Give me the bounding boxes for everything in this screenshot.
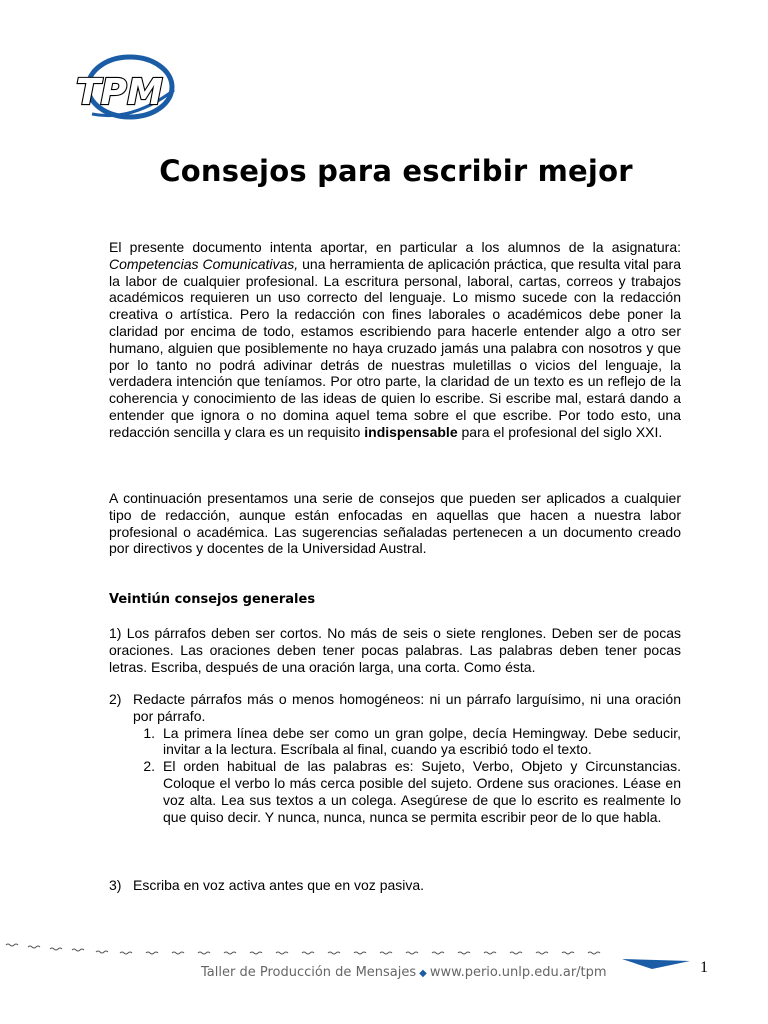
emphasis-word: indispensable bbox=[364, 423, 458, 440]
tip-1 bbox=[109, 625, 681, 675]
tip-2-text: Redacte párrafos más o menos homogéneos: ni un párrafo larguísimo, ni una oración por párrafo. bbox=[133, 691, 681, 724]
arrow-icon bbox=[622, 959, 690, 969]
intro-2-text: A continuación presentamos una serie de consejos que pueden ser aplicados a cualquier tipo de redacción, aunque están enfocadas en aquellas que hacen a nuestra labor profesional o académica. Las sugerencias señaladas pertenecen a un documento creado por directivos y docentes de la Universidad Austral. bbox=[109, 490, 681, 557]
diamond-icon: ◆ bbox=[419, 968, 427, 979]
section-heading: Veintiún consejos generales bbox=[109, 592, 316, 607]
footer bbox=[201, 965, 607, 980]
tpm-logo bbox=[72, 52, 180, 122]
subitem-text: El orden habitual de las palabras es: Sujeto, Verbo, Objeto y Circunstancias. Coloque el verbo lo más cerca posible del sujeto. Ordene sus oraciones. Léase en voz alta. Lea sus textos a un colega. Asegúrese de que lo escrito es realmente lo que quiso decir. Y nunca, nunca, nunca se permita escribir peor de lo que habla. bbox=[163, 758, 681, 825]
tip-2-number: 2) bbox=[109, 691, 122, 707]
list-item bbox=[133, 725, 681, 759]
tip-3-text: Escriba en voz activa antes que en voz pasiva. bbox=[133, 877, 425, 893]
tip-2 bbox=[109, 691, 681, 825]
footer-left-text: Taller de Producción de Mensajes bbox=[201, 965, 417, 980]
list-item bbox=[133, 758, 681, 825]
subitem-number: 2. bbox=[143, 758, 155, 775]
course-name: Competencias Comunicativas, bbox=[109, 255, 299, 272]
tpm-logo-text: TPM bbox=[76, 72, 163, 113]
footer-url: www.perio.unlp.edu.ar/tpm bbox=[429, 965, 607, 980]
page-number: 1 bbox=[700, 959, 708, 976]
subitem-number: 1. bbox=[143, 724, 155, 741]
tip-3-number: 3) bbox=[109, 877, 122, 893]
intro-1-mid: una herramienta de aplicación práctica, que resulta vital para la labor de cualquier profesional. La escritura personal, laboral, cartas, correos y trabajos académicos requieren un uso correcto del lenguaje. Lo mismo sucede con la redacción creativa o artística. Pero la redacción con fines laborales o académicos debe poner la claridad por encima de todo, estamos escribiendo para hacerle entender algo a otro ser humano, alguien que posiblemente no haya cruzado jamás una palabra con nosotros y que por lo tanto no podrá adivinar detrás de nuestras muletillas o vicios del lenguaje, la verdadera intención que teníamos. Por otro parte, la claridad de un texto es un reflejo de la coherencia y conocimiento de las ideas de quien lo escribe. Si escribe mal, estará dando a entender que ignora o no domina aquel tema sobre el que escribe. Por todo esto, una redacción sencilla y clara es un requisito bbox=[109, 255, 681, 440]
intro-1-after: para el profesional del siglo XXI. bbox=[457, 423, 663, 440]
tip-2-sublist bbox=[109, 725, 681, 826]
tip-3 bbox=[109, 877, 681, 894]
intro-1-before: El presente documento intenta aportar, en particular a los alumnos de la asignatura: bbox=[109, 239, 681, 255]
intro-paragraph-2 bbox=[109, 490, 681, 557]
tip-1-number: 1) bbox=[109, 625, 122, 641]
page-title: Consejos para escribir mejor bbox=[159, 154, 633, 188]
tip-1-text: Los párrafos deben ser cortos. No más de seis o siete renglones. Deben ser de pocas oraciones. Las oraciones deben tener pocas palabras. Las palabras deben tener pocas letras. Escriba, después de una oración larga, una corta. Como ésta. bbox=[109, 625, 682, 675]
subitem-text: La primera línea debe ser como un gran golpe, decía Hemingway. Debe seducir, invitar a la lectura. Escríbala al final, cuando ya escribió todo el texto. bbox=[163, 724, 681, 758]
intro-paragraph-1 bbox=[109, 239, 681, 441]
tpm-logo-graphic bbox=[72, 52, 180, 122]
